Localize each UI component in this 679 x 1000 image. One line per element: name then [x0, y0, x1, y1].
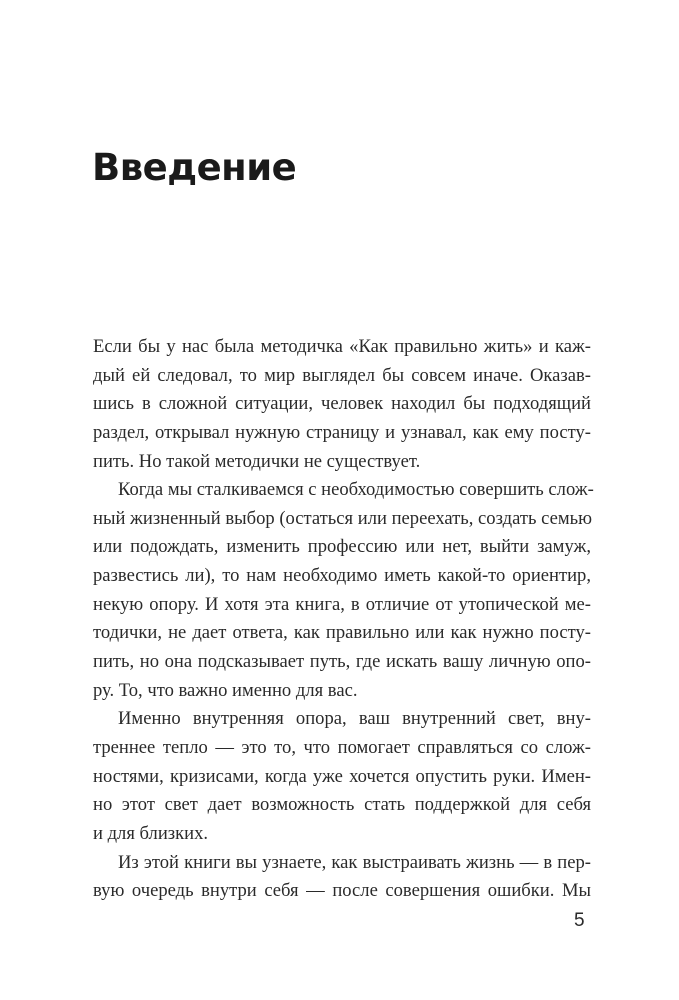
text-line: Именно внутренняя опора, ваш внутренний свет, вну-	[118, 708, 591, 730]
paragraph	[93, 705, 591, 848]
text-line: Из этой книги вы узнаете, как выстраивать жизнь — в пер-	[118, 851, 591, 873]
text-line: и для близких.	[93, 822, 209, 844]
paragraph	[93, 476, 594, 705]
text-line: ру. То, что важно именно для вас.	[93, 679, 358, 701]
text-line: раздел, открывал нужную страницу и узнавал, как ему посту-	[93, 421, 591, 443]
text-line: ный жизненный выбор (остаться или переехать, создать семью	[93, 507, 592, 529]
text-line: пить, но она подсказывает путь, где искать вашу личную опо-	[93, 651, 591, 673]
page-number: 5	[574, 910, 585, 931]
text-line: Когда мы сталкиваемся с необходимостью совершить слож-	[118, 479, 594, 501]
text-line: вую очередь внутри себя — после совершения ошибки. Мы	[93, 880, 591, 902]
body-text	[93, 333, 594, 906]
text-line: шись в сложной ситуации, человек находил бы подходящий	[93, 393, 591, 415]
text-line: Если бы у нас была методичка «Как правильно жить» и каж-	[93, 336, 591, 357]
text-line: пить. Но такой методички не существует.	[93, 450, 421, 472]
text-line: некую опору. И хотя эта книга, в отличие от утопической ме-	[93, 593, 591, 615]
text-line: развестись ли), то нам необходимо иметь какой-то ориентир,	[93, 565, 591, 587]
text-line: тодички, не дает ответа, как правильно или как нужно посту-	[93, 622, 591, 644]
text-line: ностями, кризисами, когда уже хочется опустить руки. Имен-	[93, 765, 591, 787]
text-line: треннее тепло — это то, что помогает справляться со слож-	[93, 736, 591, 758]
paragraph	[93, 333, 591, 476]
text-line: дый ей следовал, то мир выглядел бы совсем иначе. Оказав-	[93, 364, 591, 386]
text-line: но этот свет дает возможность стать поддержкой для себя	[93, 794, 591, 816]
paragraph	[93, 849, 591, 906]
chapter-title: Введение	[92, 146, 297, 189]
text-line: или подождать, изменить профессию или нет, выйти замуж,	[93, 536, 591, 558]
